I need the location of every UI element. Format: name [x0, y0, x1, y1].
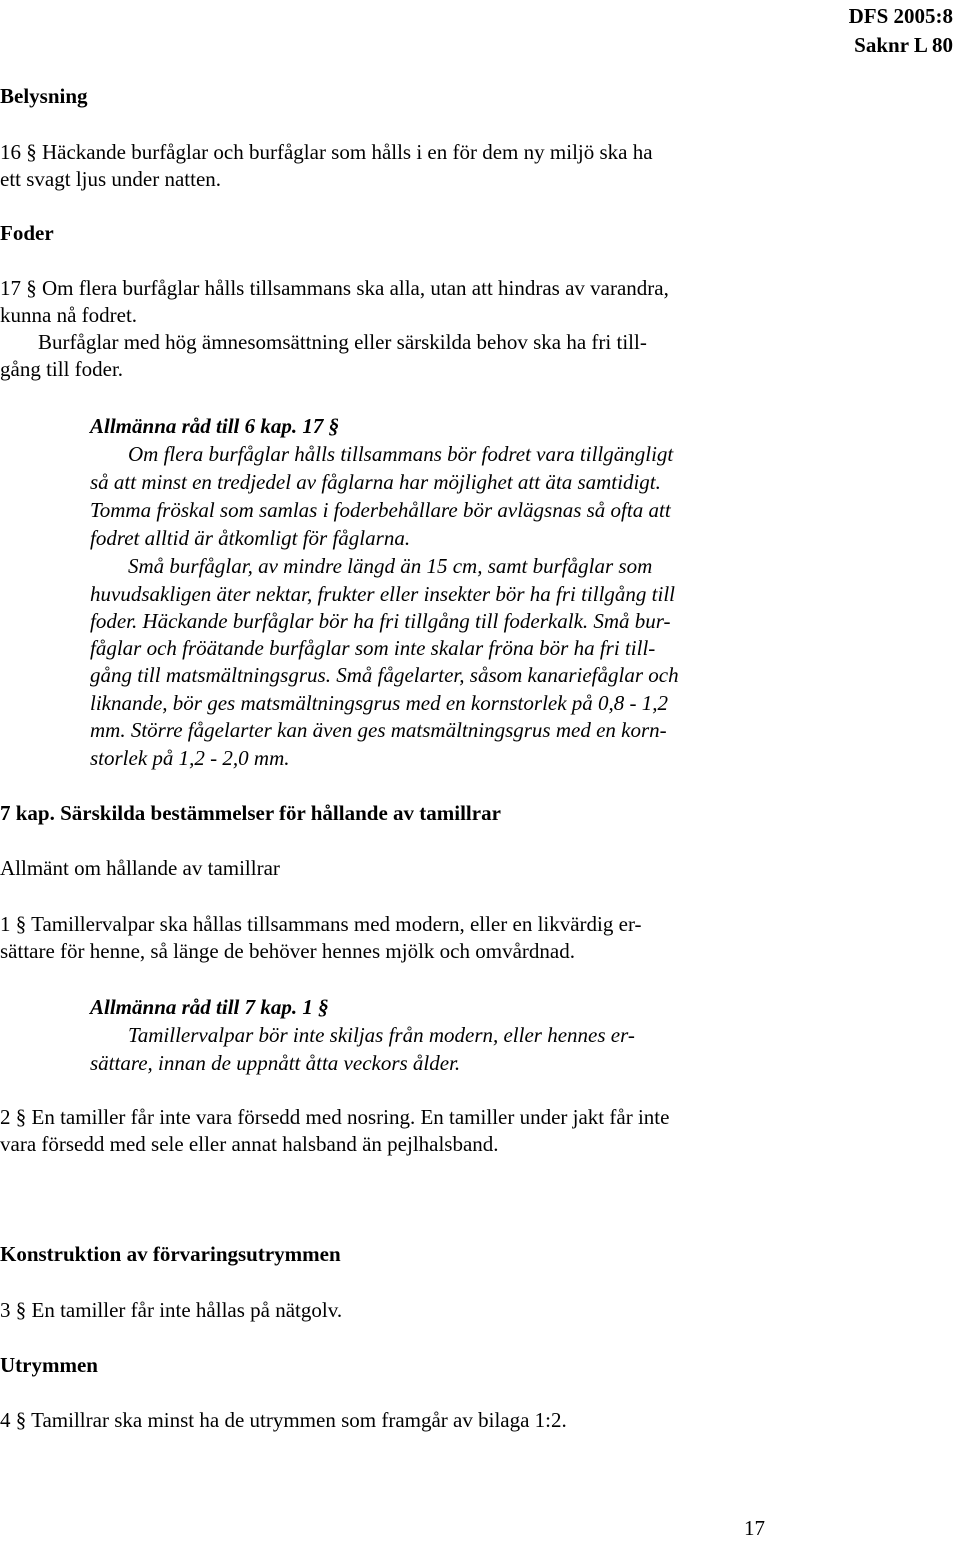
advice-7-1-line-2: sättare, innan de uppnått åtta veckors ålder.	[90, 1051, 461, 1075]
advice-6-line: foder. Häckande burfåglar bör ha fri tillgång till foderkalk. Små bur-	[90, 609, 671, 633]
advice-6-line: Om flera burfåglar hålls tillsammans bör fodret vara tillgängligt	[128, 442, 674, 466]
paragraph-17-line-2: kunna nå fodret.	[0, 303, 138, 327]
advice-6-line: liknande, bör ges matsmältningsgrus med en kornstorlek på 0,8 - 1,2	[90, 691, 669, 715]
advice-6-line: mm. Större fågelarter kan även ges matsmältningsgrus med en korn-	[90, 718, 667, 742]
chapter-7-subheading: Allmänt om hållande av tamillrar	[0, 856, 280, 880]
section-heading-foder: Foder	[0, 221, 54, 245]
advice-6-line: gång till matsmältningsgrus. Små fågelarter, såsom kanariefåglar och	[90, 663, 679, 687]
section-heading-belysning: Belysning	[0, 84, 88, 108]
advice-title-6-17: Allmänna råd till 6 kap. 17 §	[90, 414, 340, 438]
advice-6-line: fåglar och fröätande burfåglar som inte skalar fröna bör ha fri till-	[90, 636, 656, 660]
advice-title-7-1: Allmänna råd till 7 kap. 1 §	[90, 995, 329, 1019]
paragraph-17-line-3: Burfåglar med hög ämnesomsättning eller särskilda behov ska ha fri till-	[38, 330, 647, 354]
paragraph-7-1-line-1: 1 § Tamillervalpar ska hållas tillsammans med modern, eller en likvärdig er-	[0, 912, 642, 936]
paragraph-7-1-line-2: sättare för henne, så länge de behöver hennes mjölk och omvårdnad.	[0, 939, 575, 963]
advice-6-line: Tomma fröskal som samlas i foderbehållare bör avlägsnas så ofta att	[90, 498, 671, 522]
paragraph-16-line-1: 16 § Häckande burfåglar och burfåglar som hålls i en för dem ny miljö ska ha	[0, 140, 653, 164]
advice-7-1-line-1: Tamillervalpar bör inte skiljas från modern, eller hennes er-	[128, 1023, 635, 1047]
advice-6-line: Små burfåglar, av mindre längd än 15 cm, samt burfåglar som	[128, 554, 653, 578]
advice-6-line: så att minst en tredjedel av fåglarna har möjlighet att äta samtidigt.	[90, 470, 661, 494]
advice-6-line: storlek på 1,2 - 2,0 mm.	[90, 746, 290, 770]
chapter-7-heading: 7 kap. Särskilda bestämmelser för hållande av tamillrar	[0, 801, 501, 825]
advice-6-line: huvudsakligen äter nektar, frukter eller insekter bör ha fri tillgång till	[90, 582, 676, 606]
paragraph-17-line-1: 17 § Om flera burfåglar hålls tillsammans ska alla, utan att hindras av varandra,	[0, 276, 669, 300]
paragraph-7-2-line-2: vara försedd med sele eller annat halsband än pejlhalsband.	[0, 1132, 499, 1156]
paragraph-16-line-2: ett svagt ljus under natten.	[0, 167, 222, 191]
paragraph-7-4: 4 § Tamillrar ska minst ha de utrymmen som framgår av bilaga 1:2.	[0, 1408, 567, 1432]
paragraph-17-line-4: gång till foder.	[0, 357, 124, 381]
paragraph-7-3: 3 § En tamiller får inte hållas på nätgolv.	[0, 1298, 343, 1322]
page-number: 17	[744, 1516, 765, 1540]
section-heading-utrymmen: Utrymmen	[0, 1353, 98, 1377]
document-saknr: Saknr L 80	[854, 33, 953, 57]
advice-6-line: fodret alltid är åtkomligt för fåglarna.	[90, 526, 411, 550]
section-heading-konstruktion: Konstruktion av förvaringsutrymmen	[0, 1242, 341, 1266]
document-id: DFS 2005:8	[848, 4, 953, 28]
paragraph-7-2-line-1: 2 § En tamiller får inte vara försedd med nosring. En tamiller under jakt får inte	[0, 1105, 670, 1129]
document-header	[849, 2, 953, 60]
